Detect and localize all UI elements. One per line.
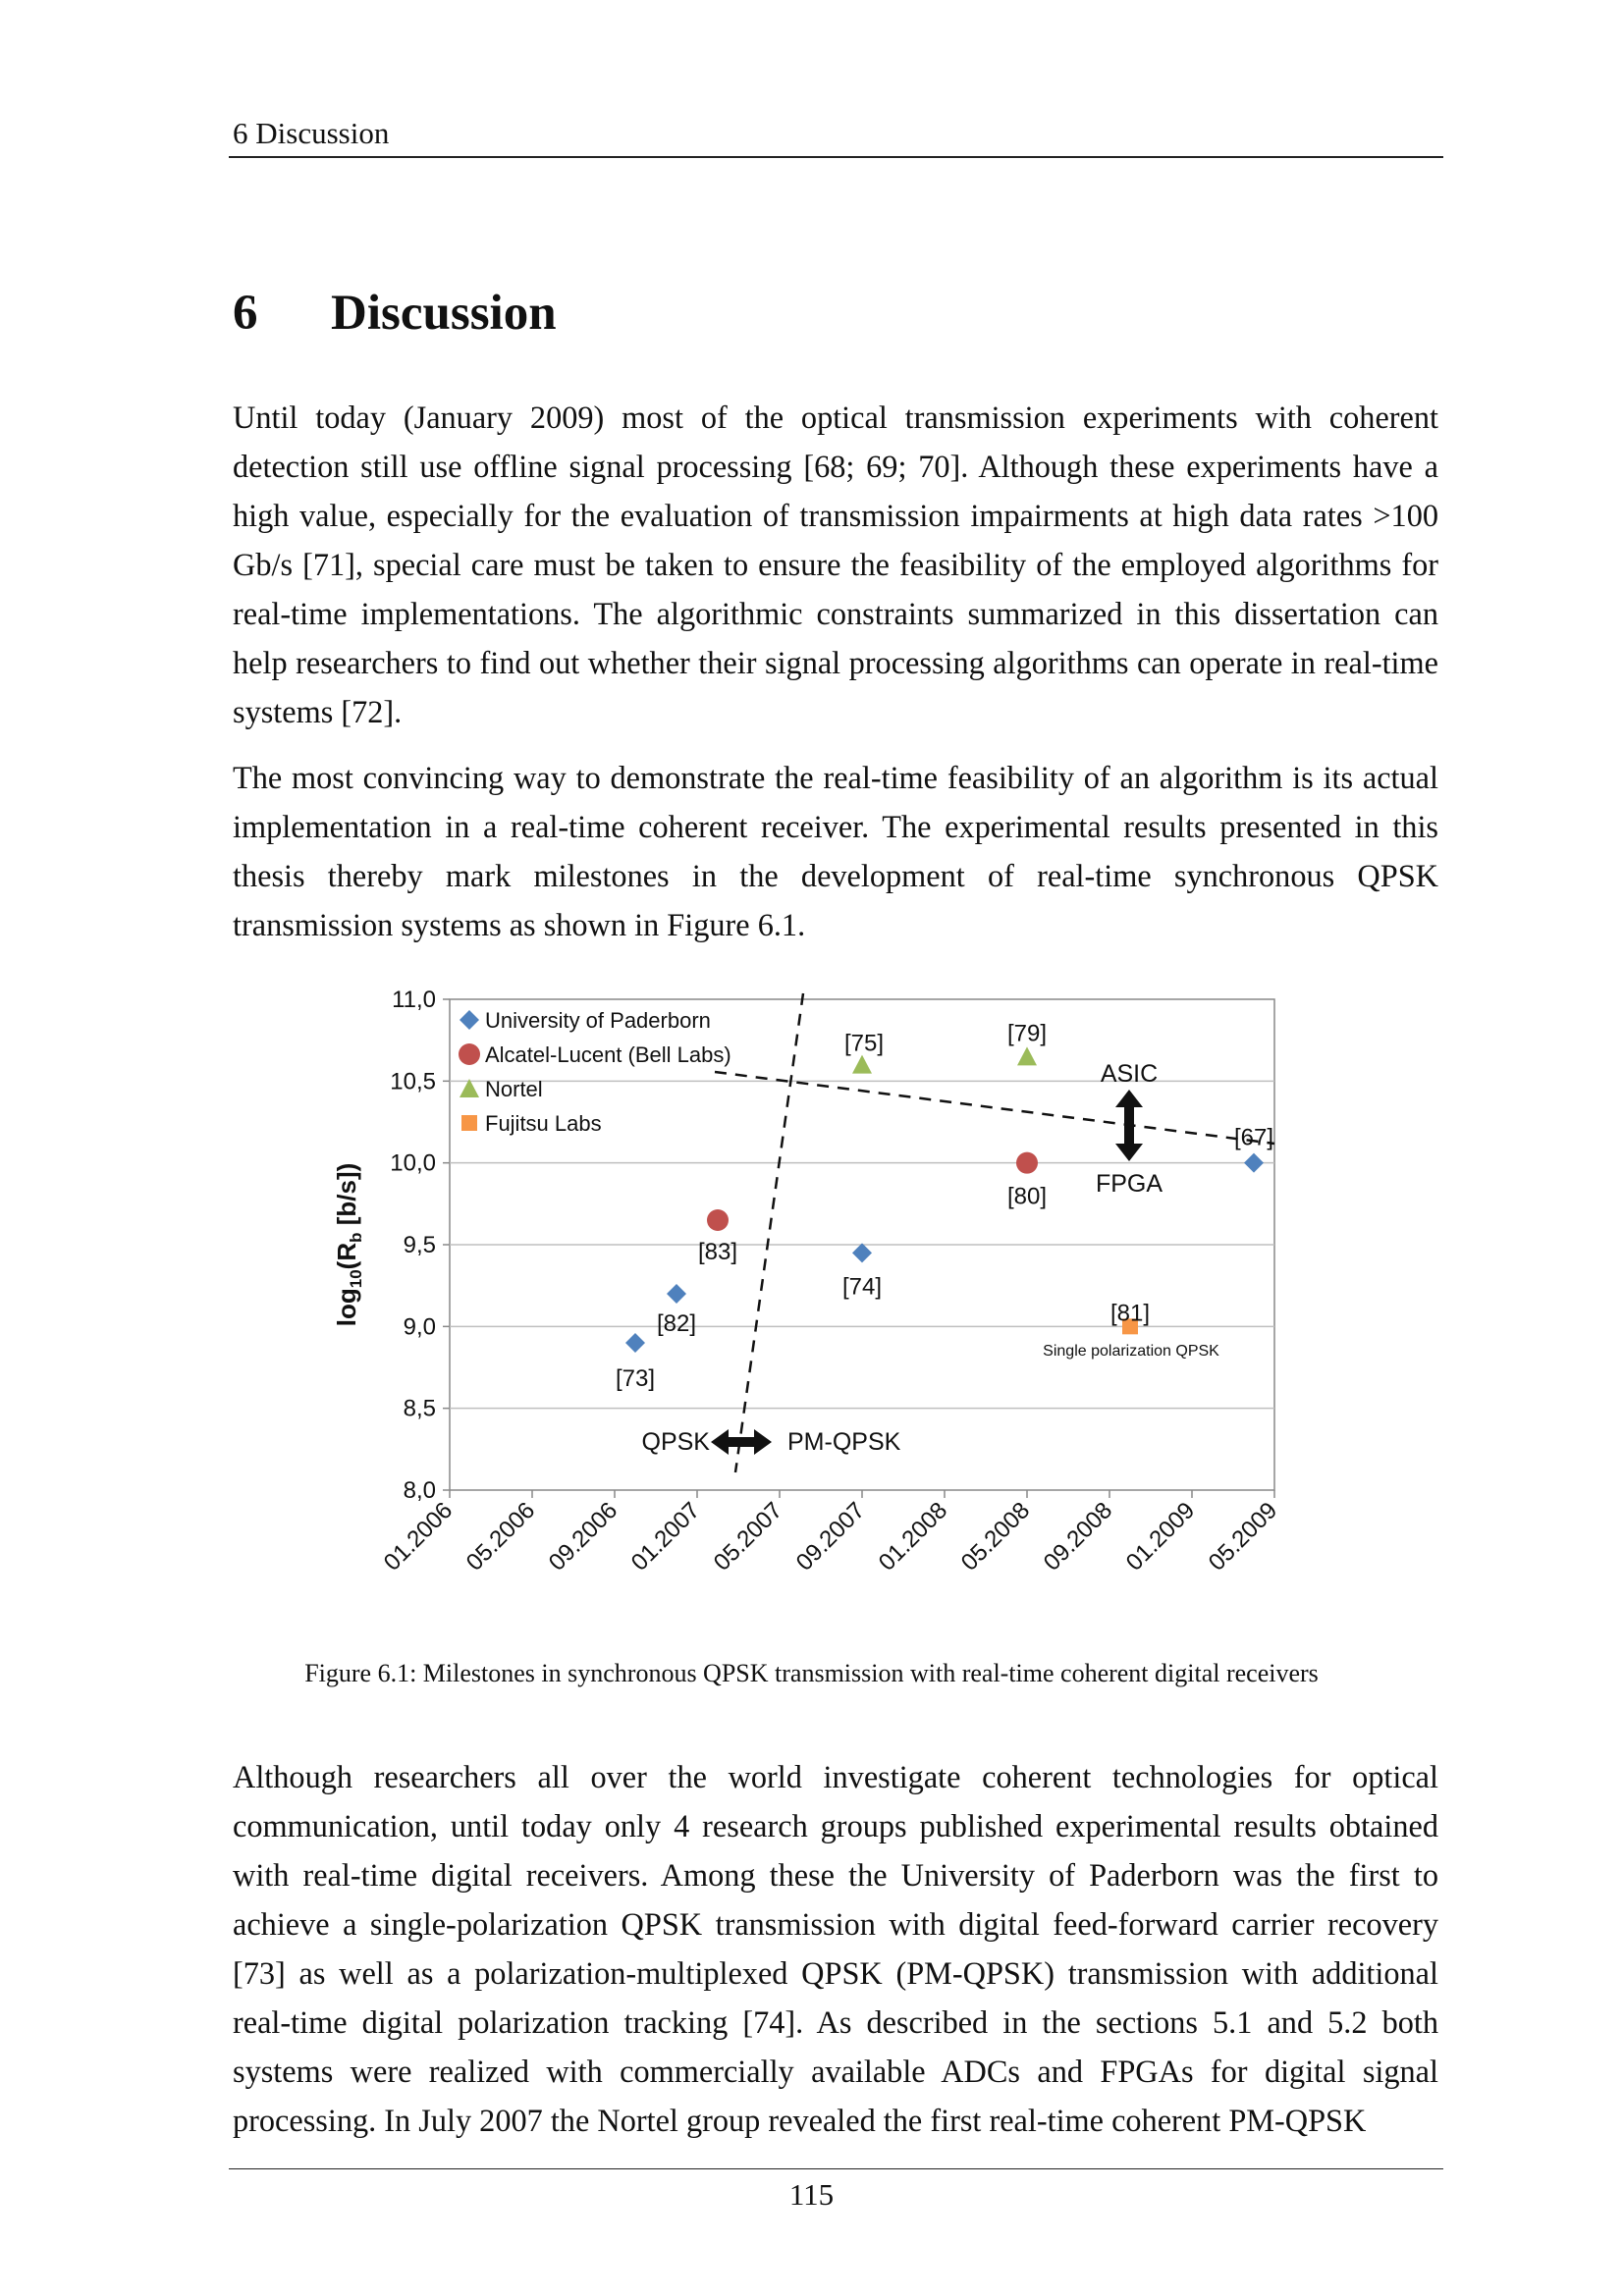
paragraph-1: Until today (January 2009) most of the optical transmission experiments with coherent detection still use offline signal processing [68; 69; 70]. Although these experiments have a high value, especially for the evaluation of transmission impairments at high data rates >100 Gb/s [71], special care must be taken to ensure the feasibility of the employed algorithms for real-time implementations. The algorithmic constraints summarized in this dissertation can help researchers to find out whether their signal processing algorithms can operate in real-time systems [72]. xyxy=(233,400,1438,729)
figure-6-1 xyxy=(324,982,1306,1659)
legend-entry: Alcatel-Lucent (Bell Labs) xyxy=(485,1042,731,1067)
y-axis-label-part: (R xyxy=(332,1242,361,1270)
page-number: 115 xyxy=(788,2177,835,2212)
paragraph-3: Although researchers all over the world investigate coherent technologies for optical communication, until today only 4 research groups published experimental results obtained with real-time digital receivers. Among these the University of Paderborn was the first to achieve a single-polarization QPSK transmission with digital feed-forward carrier recovery [73] as well as a polarization-multiplexed QPSK (PM-QPSK) transmission with additional real-time digital polarization tracking [74]. As described in the sections 5.1 and 5.2 both systems were realized with commercially available ADCs and FPGAs for digital signal processing. In July 2007 the Nortel group revealed the first real-time coherent PM-QPSK xyxy=(233,1759,1438,2138)
y-tick-label: 8,0 xyxy=(403,1477,436,1504)
paragraph-2: The most convincing way to demonstrate the real-time feasibility of an algorithm is its actual implementation in a real-time coherent receiver. The experimental results presented in this thesis thereby mark milestones in the development of real-time synchronous QPSK transmission systems as shown in Figure 6.1. xyxy=(233,760,1438,942)
x-tick-label: 01.2009 xyxy=(1120,1497,1201,1576)
legend-marker xyxy=(459,1043,480,1065)
y-tick-label: 11,0 xyxy=(392,987,436,1013)
annotation-asic: ASIC xyxy=(1100,1060,1159,1088)
data-point xyxy=(1016,1152,1038,1174)
x-tick-label: 09.2008 xyxy=(1038,1497,1118,1576)
data-label: [67] xyxy=(1233,1124,1274,1151)
data-label: [75] xyxy=(843,1030,885,1057)
data-label: [73] xyxy=(615,1365,656,1392)
annotation-qpsk: QPSK xyxy=(641,1428,710,1456)
figure-caption: Figure 6.1: Milestones in synchronous QPSK transmission with real-time coherent digital receivers xyxy=(304,1659,1319,1687)
legend-marker xyxy=(461,1115,477,1131)
y-tick-label: 9,5 xyxy=(403,1232,436,1258)
data-label: [82] xyxy=(656,1310,697,1337)
x-tick-label: 05.2009 xyxy=(1203,1497,1283,1576)
x-tick-label: 05.2007 xyxy=(708,1497,788,1576)
chapter-title: Discussion xyxy=(331,286,557,341)
y-axis-label-part: log xyxy=(332,1288,361,1327)
y-tick-label: 8,5 xyxy=(403,1395,436,1422)
annotation-fpga: FPGA xyxy=(1095,1170,1163,1198)
y-axis-label xyxy=(332,1163,365,1327)
y-tick-label: 9,0 xyxy=(403,1313,436,1341)
y-tick-label: 10,5 xyxy=(390,1068,436,1095)
y-axis-label-part: b xyxy=(347,1232,365,1243)
chapter-heading xyxy=(233,285,557,342)
header-rule xyxy=(229,156,1443,158)
footer-rule xyxy=(229,2168,1443,2169)
legend-entry: Fujitsu Labs xyxy=(485,1111,602,1136)
y-axis-label-part: [b/s]) xyxy=(332,1162,361,1233)
annotation-single-polarization: Single polarization QPSK xyxy=(1043,1343,1219,1360)
x-tick-label: 05.2006 xyxy=(460,1497,541,1576)
data-label: [83] xyxy=(697,1239,738,1265)
y-axis-label-part: 10 xyxy=(347,1269,365,1289)
data-label: [79] xyxy=(1006,1020,1048,1047)
data-point xyxy=(707,1209,729,1231)
x-tick-label: 09.2007 xyxy=(790,1497,871,1576)
x-tick-label: 01.2006 xyxy=(378,1497,459,1576)
annotation-pm-qpsk: PM-QPSK xyxy=(787,1428,901,1456)
legend-entry: Nortel xyxy=(485,1077,543,1101)
data-label: [81] xyxy=(1109,1300,1151,1327)
data-label: [74] xyxy=(841,1273,883,1301)
milestones-chart xyxy=(324,982,1306,1659)
chapter-number: 6 xyxy=(233,286,258,341)
x-tick-label: 09.2006 xyxy=(543,1497,623,1576)
x-tick-label: 01.2007 xyxy=(625,1497,706,1576)
x-tick-label: 01.2008 xyxy=(873,1497,953,1576)
data-label: [80] xyxy=(1006,1183,1048,1210)
legend-entry: University of Paderborn xyxy=(485,1008,711,1033)
running-header: 6 Discussion xyxy=(233,116,390,150)
x-tick-label: 05.2008 xyxy=(955,1497,1036,1576)
y-tick-label: 10,0 xyxy=(390,1149,436,1177)
